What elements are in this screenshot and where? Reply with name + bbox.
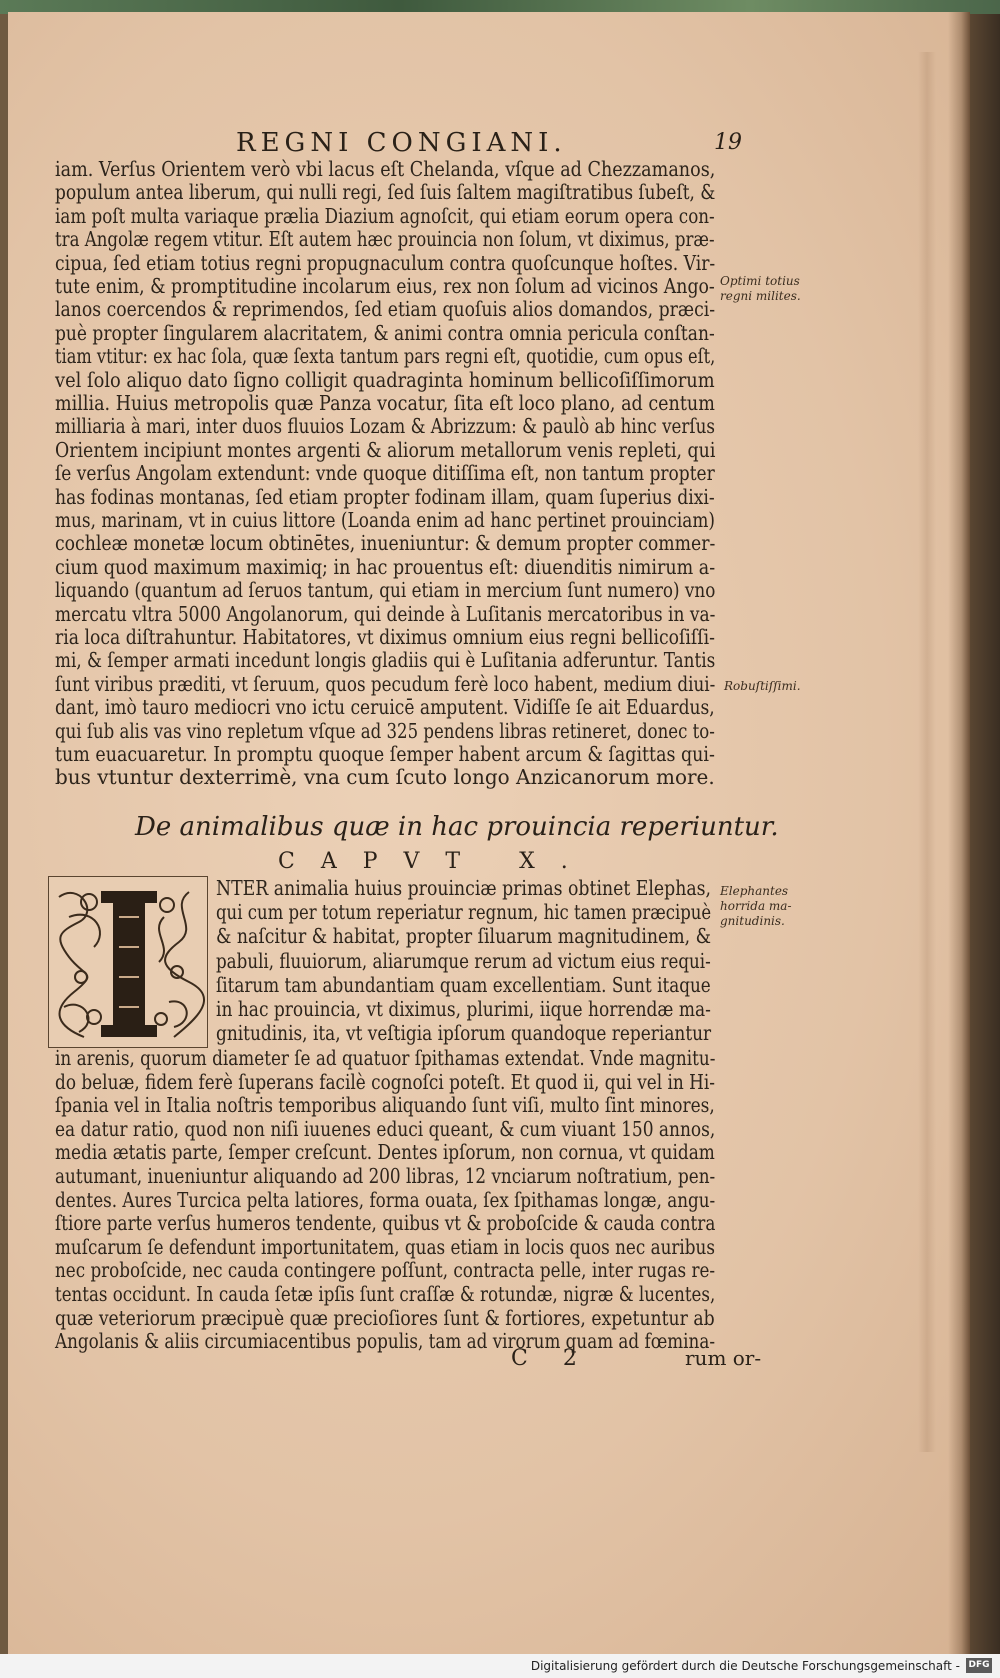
text-line: nec proboſcide, nec cauda contingere poſſunt, contracta pelle, inter rugas re- [55,1258,716,1283]
section-heading: De animalibus quæ in hac prouincia reperiuntur. [135,812,779,842]
text-line: do beluæ, fidem ferè ſuperans facilè cognoſci poteſt. Et quod ii, qui vel in Hi- [55,1069,716,1094]
text-line: NTER animalia huius prouinciæ primas obtinet Elephas, [216,876,712,900]
text-line: mercatu vltra 5000 Angolanorum, qui deinde à Luſitanis mercatoribus in va- [55,601,716,626]
text-line: tum euacuaretur. In promptu quoque ſemper habent arcum & ſagittas qui- [55,742,715,766]
margin-note-milites [720,274,801,304]
page-number: 19 [714,130,742,155]
margin-note-robustissimi: Robuſtiſſimi. [724,679,801,693]
text-line: gnitudinis, ita, vt veſtigia ipſorum quandoque reperiantur [216,1021,712,1046]
decorated-initial-I-image [48,876,208,1048]
dfg-logo: DFG [966,1658,992,1673]
text-line: lanos coercendos & reprimendos, ſed etiam quoſuis alios domandos, præci- [55,297,716,322]
text-line: mi, & ſemper armati incedunt longis gladiis qui è Luſitania adferuntur. Tantis [55,648,716,673]
text-line: puè propter ſingularem alacritatem, & animi contra omnia pericula conſtan- [55,320,715,345]
text-line: qui ſub alis vas vino repletum vſque ad 325 pendens libras retineret, donec to- [55,718,715,743]
book-page [8,12,970,1654]
book-edge-right [970,14,1000,1654]
text-line: mus, marinam, vt in cuius littore (Loanda enim ad hanc pertinet prouinciam) [55,508,716,532]
funding-credit: Digitalisierung gefördert durch die Deutsche Forschungsgemeinschaft - [530,1659,960,1673]
text-line: milliaria à mari, inter duos fluuios Lozam & Abrizzum: & paulò ab hinc verſus [55,414,715,439]
text-line: ſpania vel in Italia noſtris temporibus aliquando ſunt viſi, multo ſint minores, [55,1093,715,1118]
margin-note-line: gnitudinis. [720,914,785,928]
margin-note-line: Optimi totius [720,274,800,288]
text-line: Angolanis & aliis circumiacentibus populis, tam ad virorum quam ad fœmina- [55,1329,715,1354]
margin-note-elephantes [720,884,792,929]
text-line: iam poſt multa variaque prælia Diazium agnoſcit, qui etiam eorum opera con- [55,203,715,228]
text-line: bus vtuntur dexterrimè, vna cum ſcuto longo Anzicanorum more. [55,765,715,790]
text-line: quæ veteriorum præcipuè quæ precioſiores ſunt & fortiores, expetuntur ab [55,1305,715,1330]
text-line: in arenis, quorum diameter ſe ad quatuor ſpithamas extendat. Vnde magnitu- [55,1046,716,1070]
text-line: Orientem incipiunt montes argenti & aliorum metallorum venis repleti, qui [55,437,716,462]
margin-note-line: horrida ma- [720,899,792,913]
text-line: ria loca diſtrahuntur. Habitatores, vt diximus omnium eius regni bellicoſiſſi- [55,625,715,649]
catchword: rum or- [685,1346,762,1370]
page-fold-shadow [918,52,936,1452]
text-line: iam. Verſus Orientem verò vbi lacus eſt Chelanda, vſque ad Chezzamanos, [55,157,716,181]
running-head: REGNI CONGIANI. [236,128,567,158]
text-line: ſtiore parte verſus humeros tendente, quibus vt & proboſcide & cauda contra [55,1211,716,1236]
text-line: ſe verſus Angolam extendunt: vnde quoque ditiſſima eſt, non tantum propter [55,461,715,486]
text-line: ſunt viribus præditi, vt ſeruum, quos pecudum ferè loco habent, medium diui- [55,671,716,696]
text-line: in hac prouincia, vt diximus, plurimi, iique horrendæ ma- [216,997,711,1021]
text-line: dentes. Aures Turcica pelta latiores, forma ouata, ſex ſpithamas longæ, angu- [55,1187,716,1212]
text-line: tra Angolæ regem vtitur. Eſt autem hæc prouincia non ſolum, vt diximus, præ- [55,227,715,252]
chapter-heading: CAPVT X. [278,849,594,874]
text-line: autumant, inueniuntur aliquando ad 200 libras, 12 vnciarum noſtratium, pen- [55,1164,716,1188]
page-edge-shadow [948,12,970,1654]
text-line: media ætatis parte, ſemper creſcunt. Dentes ipſorum, non cornua, vt quidam [55,1140,715,1165]
text-line: millia. Huius metropolis quæ Panza vocatur, ſita eſt loco plano, ad centum [55,391,715,415]
text-line: qui cum per totum reperiatur regnum, hic tamen præcipuè [216,900,712,925]
text-line: vel ſolo aliquo dato ſigno colligit quadraginta hominum bellicoſiſſimorum [55,367,715,392]
margin-note-line: regni milites. [720,289,801,303]
signature-mark: C 2 [511,1346,591,1371]
text-line: cochleæ monetæ locum obtinētes, inueniuntur: & demum propter commer- [55,531,716,556]
text-line: ea datur ratio, quod non niſi iuuenes educi queant, & cum viuant 150 annos, [55,1116,716,1141]
text-line: tentas occidunt. In cauda ſetæ ipſis ſunt craſſæ & rotundæ, nigræ & lucentes, [55,1282,716,1306]
text-line: has fodinas montanas, ſed etiam propter fodinam illam, quam ſuperius dixi- [55,484,715,509]
text-line: cium quod maximum maximiq; in hac prouentus eſt: diuenditis nimirum a- [55,554,716,579]
text-line: liquando (quantum ad ſeruos tantum, qui etiam in mercium ſunt numero) vno [55,578,716,603]
text-line: pabuli, fluuiorum, aliarumque rerum ad victum eius requi- [216,948,711,973]
text-line: tiam vtitur: ex hac ſola, quæ ſexta tantum pars regni eſt, quotidie, cum opus eſt, [55,344,716,369]
binding-edge-left [0,14,8,1654]
footer-bar [0,1654,1000,1678]
text-line: ſitarum tam abundantiam quam excellentiam. Sunt itaque [216,972,711,997]
text-line: muſcarum ſe defendunt importunitatem, quas etiam in locis quos nec auribus [55,1234,715,1259]
text-line: dant, imò tauro mediocri vno ictu ceruicē amputent. Vidiſſe ſe ait Eduardus, [55,695,715,720]
text-line: & naſcitur & habitat, propter ſiluarum magnitudinem, & [216,924,712,949]
text-line: populum antea liberum, qui nulli regi, ſed ſuis ſaltem magiſtratibus ſubeſt, & [55,180,716,205]
text-line: tute enim, & promptitudine incolarum eius, rex non ſolum ad vicinos Ango- [55,274,715,298]
margin-note-line: Elephantes [720,884,789,898]
text-line: cipua, ſed etiam totius regni propugnaculum contra quoſcunque hoſtes. Vir- [55,250,716,275]
